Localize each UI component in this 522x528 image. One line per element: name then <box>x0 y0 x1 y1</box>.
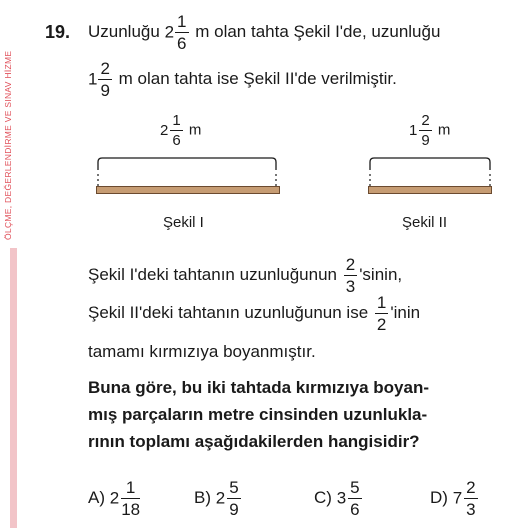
option-a-label: A) <box>88 487 105 507</box>
question-line-2 <box>88 60 397 99</box>
line1-whole: 2 <box>164 22 175 42</box>
option-a[interactable] <box>88 479 142 518</box>
para-line-3: tamamı kırmızıya boyanmıştır. <box>88 342 316 361</box>
line1-fraction <box>175 13 188 52</box>
option-c-whole: 3 <box>336 488 347 508</box>
question-bold-line-1: Buna göre, bu iki tahtada kırmızıya boyan- <box>88 378 430 397</box>
option-d-whole: 7 <box>452 488 463 508</box>
line2-suffix: m olan tahta ise Şekil II'de verilmiştir. <box>118 68 397 88</box>
option-d-label: D) <box>430 487 448 507</box>
option-a-whole: 2 <box>109 488 120 508</box>
figure1-denominator: 6 <box>172 132 181 149</box>
para-line1-denominator: 3 <box>345 277 356 296</box>
option-c-denominator: 6 <box>350 500 360 519</box>
side-decoration-bar <box>10 248 17 528</box>
para-line1-fraction <box>344 256 357 295</box>
line2-whole: 1 <box>88 69 98 89</box>
option-b-whole: 2 <box>215 488 226 508</box>
figure1-bracket <box>94 156 280 190</box>
figure2-bracket <box>366 156 494 190</box>
para-line2-denominator: 2 <box>376 315 387 334</box>
option-c-fraction <box>348 479 361 518</box>
option-d-denominator: 3 <box>466 500 476 519</box>
figure1-whole: 2 <box>160 122 169 139</box>
para-line1-numerator: 2 <box>345 255 356 274</box>
figure1-fraction <box>170 113 182 148</box>
question-bold-line-2: mış parçaların metre cinsinden uzunlukla- <box>88 405 428 424</box>
para-line2-prefix: Şekil II'deki tahtanın uzunluğunun ise <box>88 302 369 322</box>
para-line2-numerator: 1 <box>376 293 387 312</box>
option-a-fraction <box>121 479 140 518</box>
option-c[interactable] <box>314 479 364 518</box>
figure1-board <box>96 186 280 194</box>
line2-numerator: 2 <box>100 59 110 78</box>
figure1-numerator: 1 <box>172 112 181 129</box>
option-b-label: B) <box>194 487 211 507</box>
option-d[interactable] <box>430 479 480 518</box>
option-b-denominator: 9 <box>229 500 239 519</box>
figure2-whole: 1 <box>409 122 418 139</box>
figure2-numerator: 2 <box>421 112 430 129</box>
figure2-caption: Şekil II <box>402 214 448 231</box>
option-b[interactable] <box>194 479 243 518</box>
question-number: 19. <box>45 22 71 42</box>
option-c-label: C) <box>314 487 332 507</box>
figure1-unit: m <box>188 121 202 139</box>
line1-prefix: Uzunluğu <box>88 21 160 41</box>
figure2-denominator: 9 <box>421 132 430 149</box>
line1-suffix: m olan tahta Şekil I'de, uzunluğu <box>195 21 441 41</box>
option-a-numerator: 1 <box>121 479 140 499</box>
line2-fraction <box>98 60 111 99</box>
question-line-1 <box>88 13 440 52</box>
para-line-1 <box>88 256 402 295</box>
figure1-length-label <box>160 113 201 148</box>
line1-numerator: 1 <box>177 12 187 31</box>
figure2-board <box>368 186 492 194</box>
option-c-numerator: 5 <box>350 478 360 497</box>
option-b-numerator: 5 <box>229 478 239 497</box>
line2-denominator: 9 <box>100 81 110 100</box>
option-d-numerator: 2 <box>466 478 476 497</box>
option-d-fraction <box>464 479 477 518</box>
option-b-fraction <box>227 479 240 518</box>
side-publisher-text: ÖLÇME, DEĞERLENDİRME VE SINAV HİZME <box>3 50 13 240</box>
para-line2-fraction <box>375 294 388 333</box>
line1-denominator: 6 <box>177 34 187 53</box>
para-line1-prefix: Şekil I'deki tahtanın uzunluğunun <box>88 264 337 284</box>
figure2-fraction <box>419 113 431 148</box>
figure2-length-label <box>409 113 450 148</box>
para-line-2 <box>88 294 420 333</box>
question-bold-line-3: rının toplamı aşağıdakilerden hangisidir? <box>88 432 420 451</box>
para-line1-suffix: 'sinin, <box>359 264 403 284</box>
option-a-denominator: 18 <box>121 500 141 519</box>
para-line2-suffix: 'inin <box>390 302 421 322</box>
figure1-caption: Şekil I <box>163 214 204 231</box>
figure2-unit: m <box>437 121 451 139</box>
